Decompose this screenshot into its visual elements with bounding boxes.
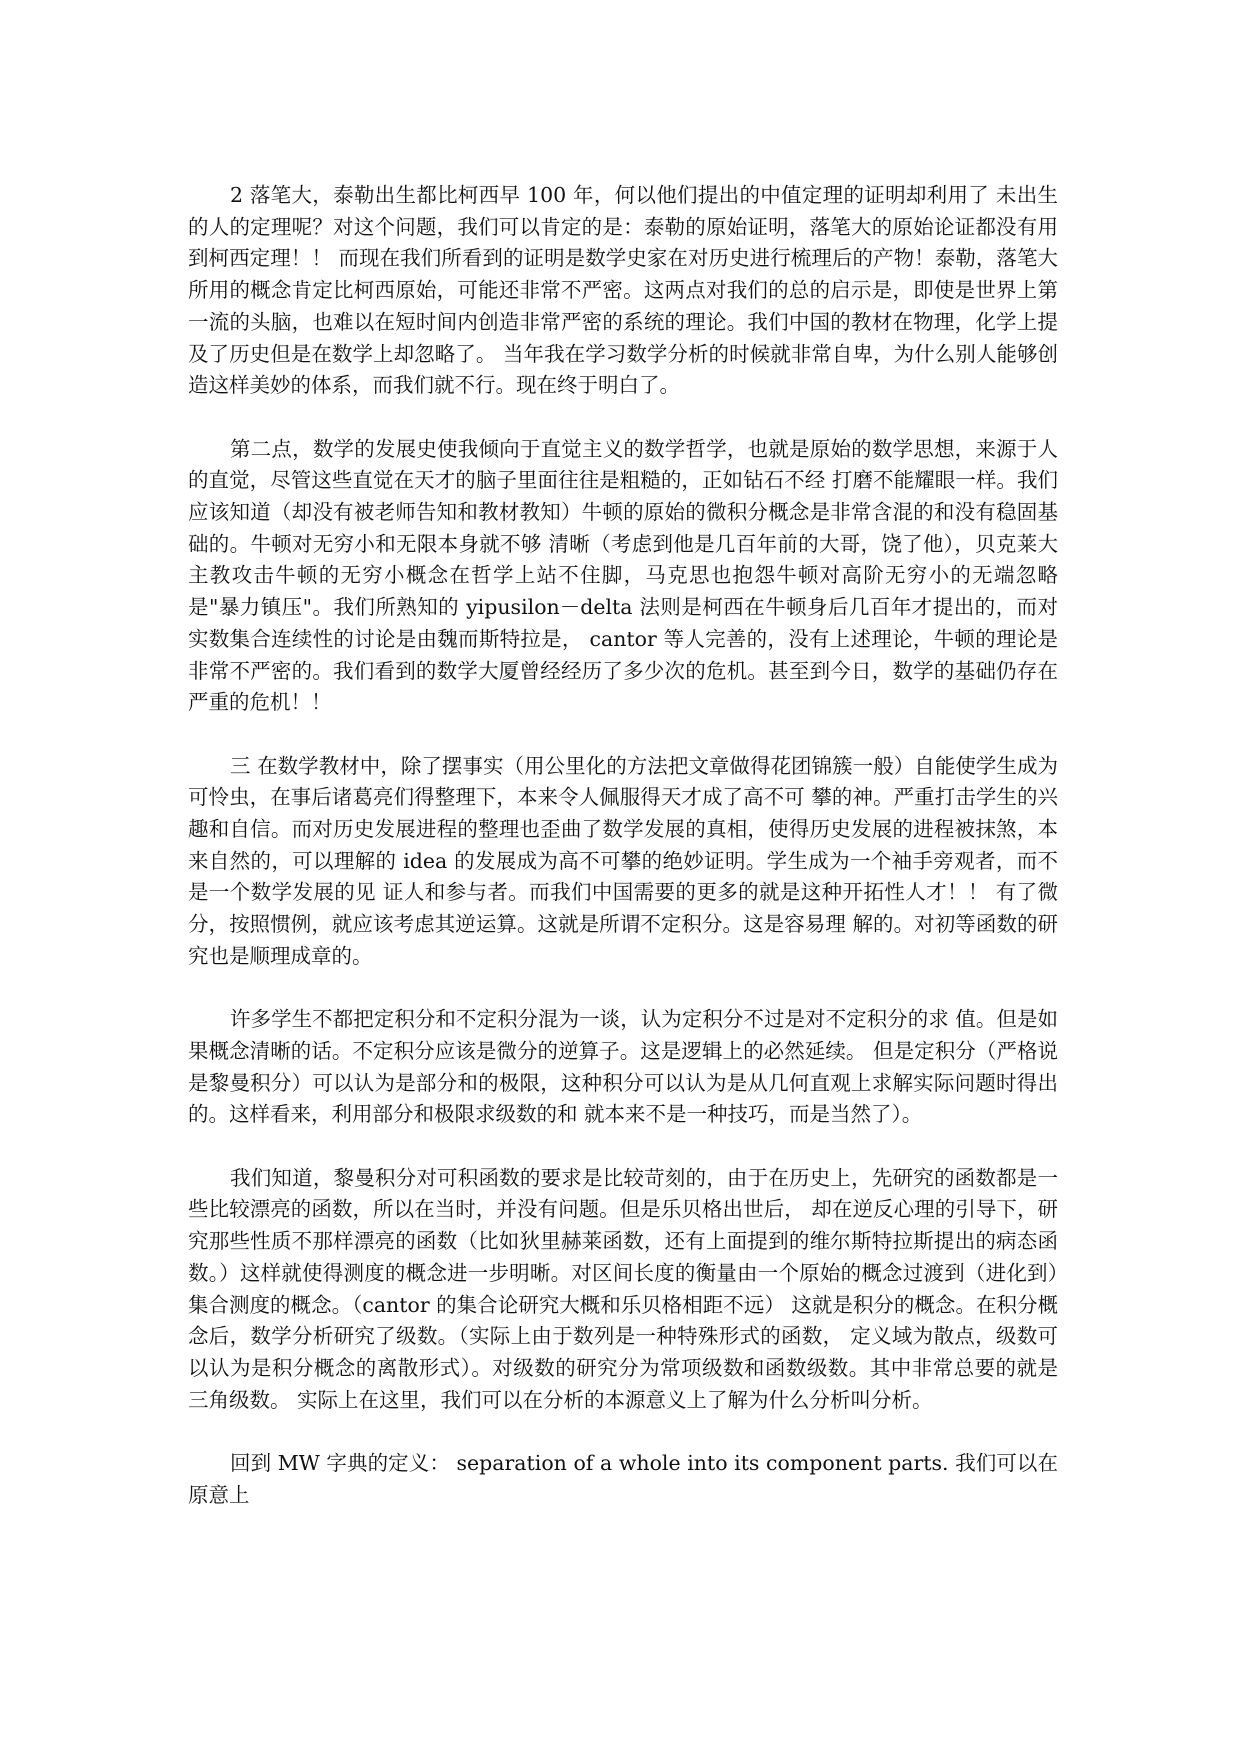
paragraph-1: 2 落笔大，泰勒出生都比柯西早 100 年，何以他们提出的中值定理的证明却利用了 未出生的人的定理呢？对这个问题，我们可以肯定的是：泰勒的原始证明，落笔大的原始论证都没有用到柯西定理！！ 而现在我们所看到的证明是数学史家在对历史进行梳理后的产物！泰勒，落笔大所用的概念肯定比柯西原始，可能还非常不严密。这两点对我们的总的启示是，即使是世界上第一流的头脑，也难以在短时间内创造非常严密的系统的理论。我们中国的教材在物理，化学上提及了历史但是在数学上却忽略了。 当年我在学习数学分析的时候就非常自卑，为什么别人能够创造这样美妙的体系，而我们就不行。现在终于明白了。	[188, 183, 1058, 398]
document-body	[188, 180, 1058, 1511]
paragraph-5: 我们知道，黎曼积分对可积函数的要求是比较苛刻的，由于在历史上，先研究的函数都是一些比较漂亮的函数，所以在当时，并没有问题。但是乐贝格出世后， 却在逆反心理的引导下，研究那些性质不那样漂亮的函数（比如狄里赫莱函数，还有上面提到的维尔斯特拉斯提出的病态函数。）这样就使得测度的概念进一步明晰。对区间长度的衡量由一个原始的概念过渡到（进化到）集合测度的概念。（cantor 的集合论研究大概和乐贝格相距不远） 这就是积分的概念。在积分概念后，数学分析研究了级数。（实际上由于数列是一种特殊形式的函数， 定义域为散点，级数可以认为是积分概念的离散形式）。对级数的研究分为常项级数和函数级数。其中非常总要的就是三角级数。 实际上在这里，我们可以在分析的本源意义上了解为什么分析叫分析。	[188, 1165, 1058, 1412]
paragraph-6: 回到 MW 字典的定义： separation of a whole into its component parts. 我们可以在原意上	[188, 1451, 1058, 1507]
paragraph-3: 三 在数学教材中，除了摆事实（用公里化的方法把文章做得花团锦簇一般）自能使学生成为可怜虫，在事后诸葛亮们得整理下，本来令人佩服得天才成了高不可 攀的神。严重打击学生的兴趣和自信。而对历史发展进程的整理也歪曲了数学发展的真相，使得历史发展的进程被抹煞，本来自然的，可以理解的 idea 的发展成为高不可攀的绝妙证明。学生成为一个袖手旁观者，而不是一个数学发展的见 证人和参与者。而我们中国需要的更多的就是这种开拓性人才！！ 有了微分，按照惯例，就应该考虑其逆运算。这就是所谓不定积分。这是容易理 解的。对初等函数的研究也是顺理成章的。	[188, 753, 1058, 968]
paragraph-4: 许多学生不都把定积分和不定积分混为一谈，认为定积分不过是对不定积分的求 值。但是如果概念清晰的话。不定积分应该是微分的逆算子。这是逻辑上的必然延续。 但是定积分（严格说是黎曼积分）可以认为是部分和的极限，这种积分可以认为是从几何直观上求解实际问题时得出的。这样看来，利用部分和极限求级数的和 就本来不是一种技巧，而是当然了）。	[188, 1007, 1058, 1127]
paragraph-2: 第二点，数学的发展史使我倾向于直觉主义的数学哲学，也就是原始的数学思想，来源于人的直觉，尽管这些直觉在天才的脑子里面往往是粗糙的，正如钻石不经 打磨不能耀眼一样。我们应该知道（却没有被老师告知和教材教知）牛顿的原始的微积分概念是非常含混的和没有稳固基础的。牛顿对无穷小和无限本身就不够 清晰（考虑到他是几百年前的大哥，饶了他），贝克莱大主教攻击牛顿的无穷小概念在哲学上站不住脚，马克思也抱怨牛顿对高阶无穷小的无端忽略是"暴力镇压"。我们所熟知的 yipusilon－delta 法则是柯西在牛顿身后几百年才提出的，而对实数集合连续性的讨论是由魏而斯特拉是， cantor 等人完善的，没有上述理论，牛顿的理论是非常不严密的。我们看到的数学大厦曾经经历了多少次的危机。甚至到今日，数学的基础仍存在严重的危机！！	[188, 436, 1058, 715]
